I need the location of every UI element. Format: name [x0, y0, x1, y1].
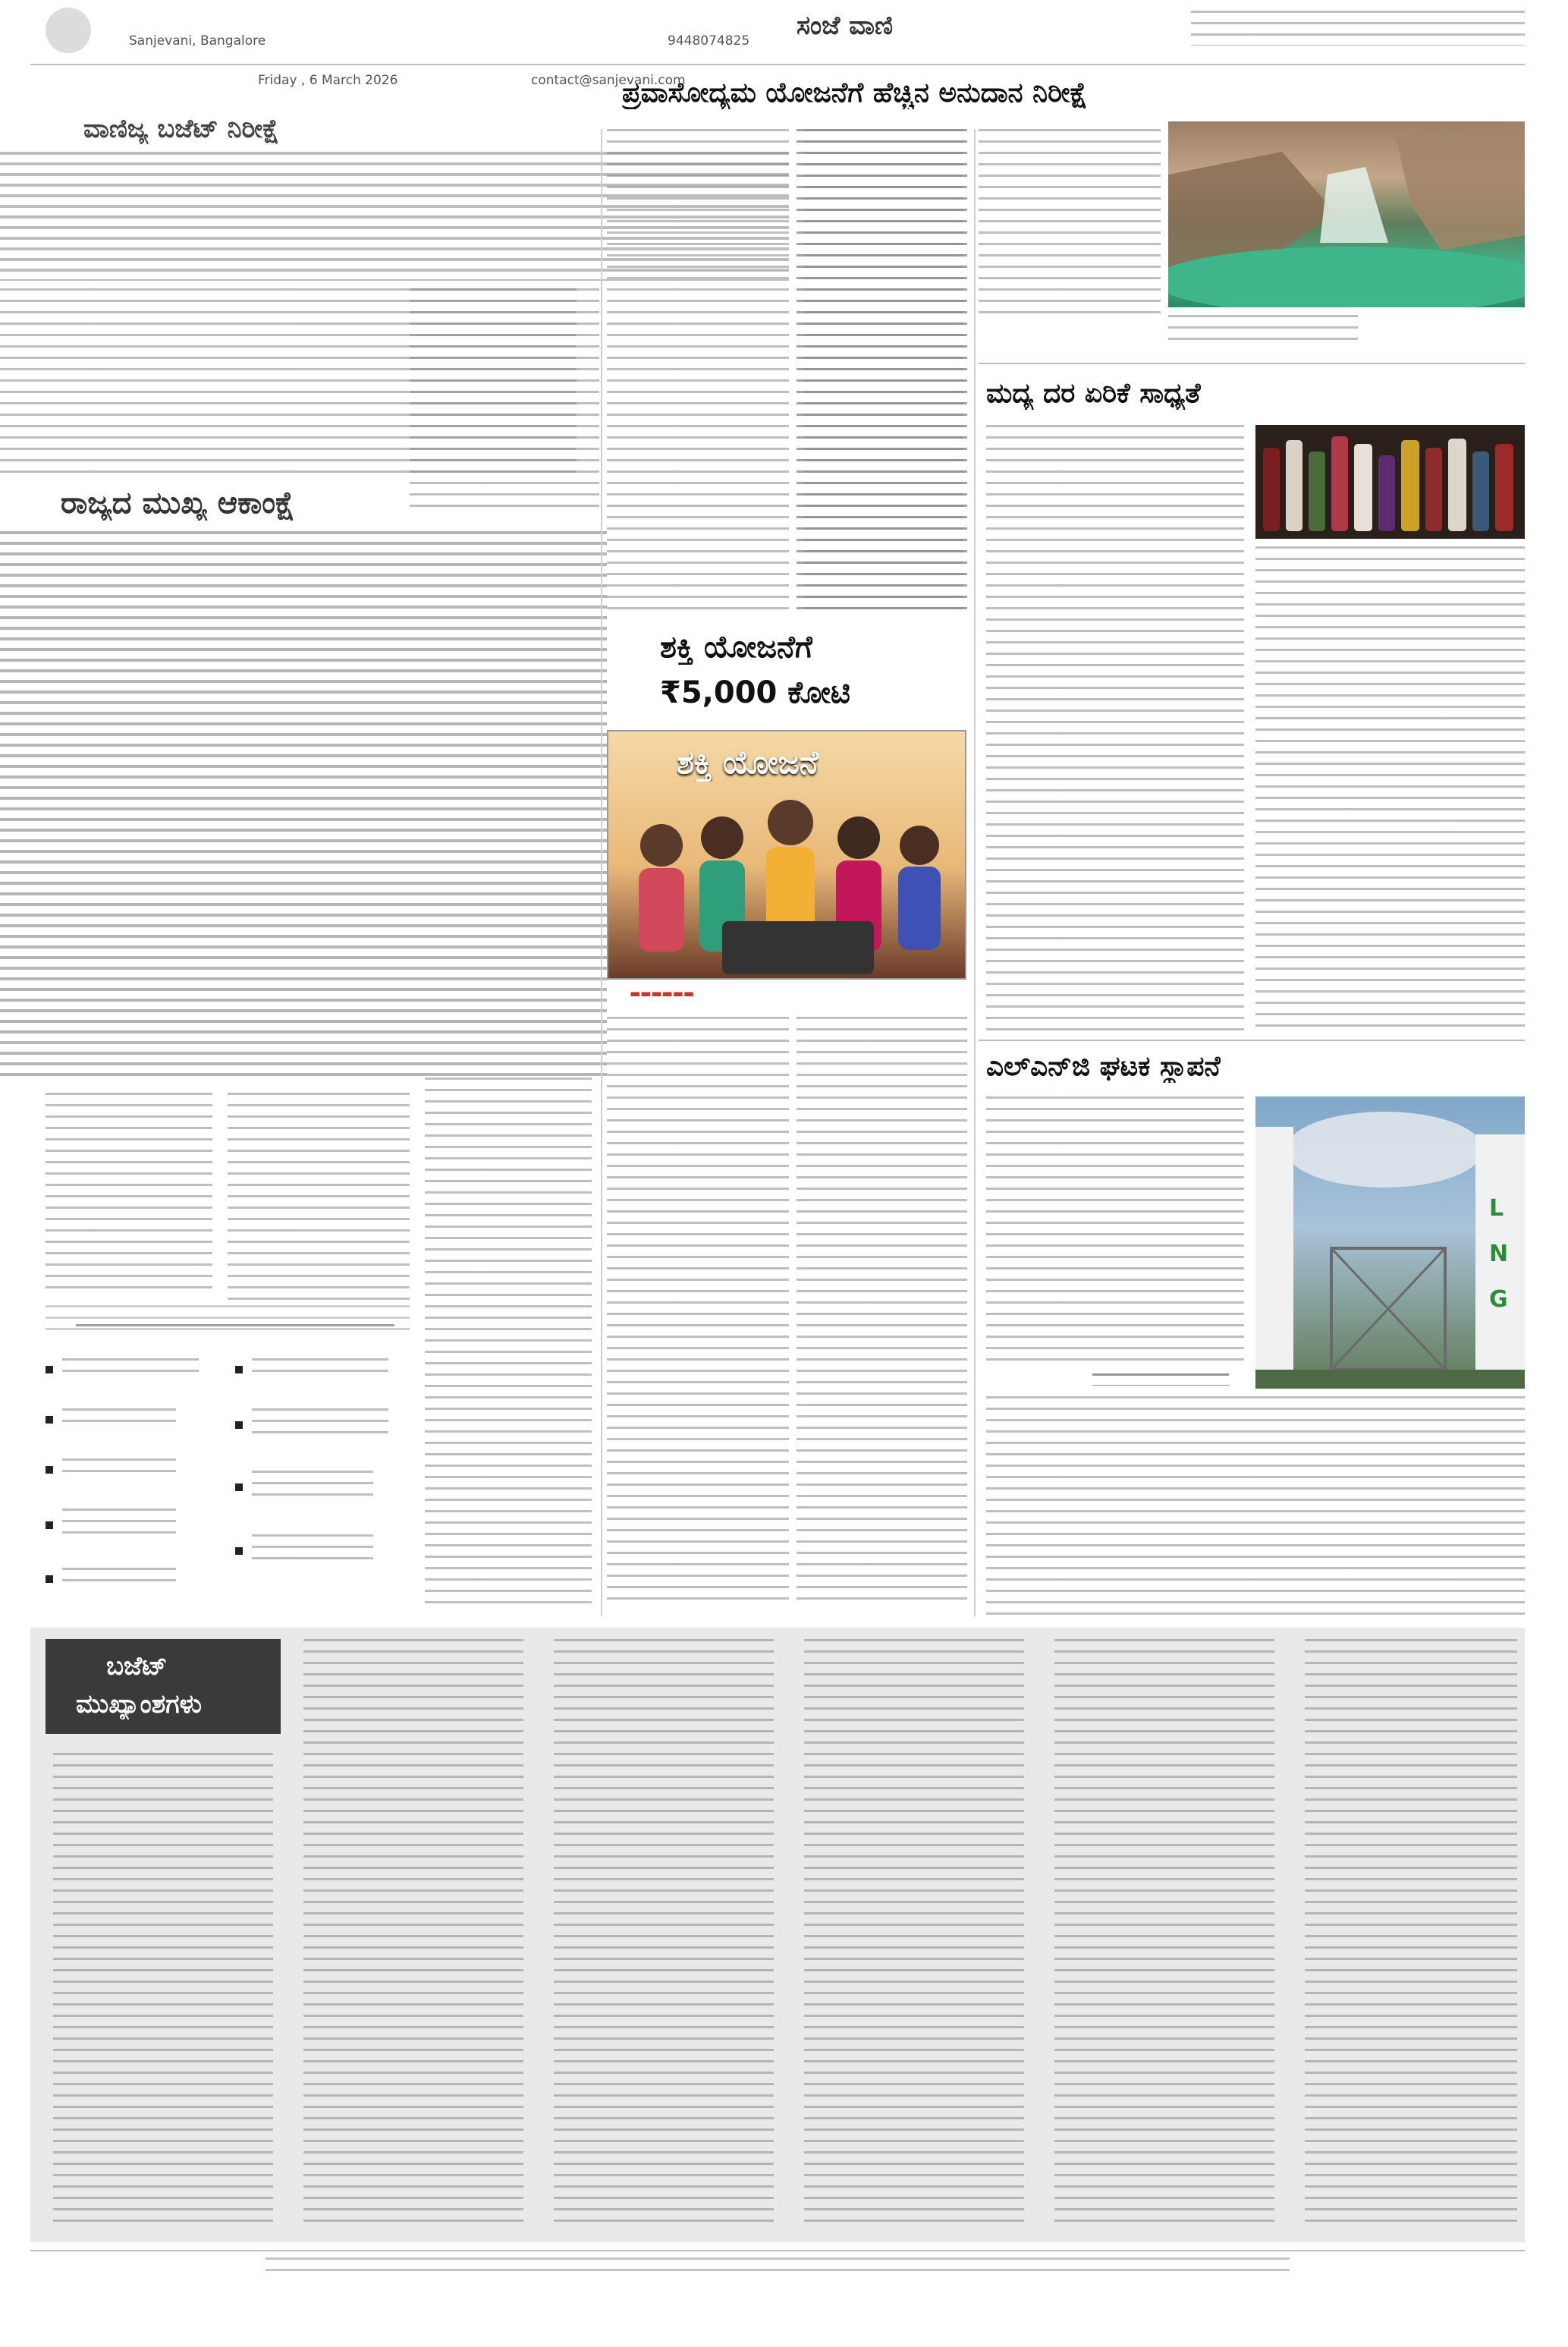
bullet-item — [235, 1534, 373, 1568]
top-right-col-1 — [804, 129, 963, 615]
lng-col-2 — [986, 1396, 1525, 1616]
bullet-item — [46, 1358, 199, 1381]
tank-letter-n: N — [1489, 1241, 1509, 1267]
tank-letter-l: L — [1489, 1195, 1504, 1222]
person-head — [701, 816, 743, 859]
budget-highlights-title-line1: ಬಜೆಟ್ — [106, 1651, 168, 1682]
ground — [1255, 1370, 1525, 1389]
bottom-col-3 — [554, 1639, 774, 2223]
river-water — [1168, 247, 1525, 307]
bottom-col-2 — [303, 1639, 523, 2223]
bottle — [1309, 451, 1325, 531]
river-photo-caption — [1168, 315, 1358, 341]
lng-tanks-illustration — [1255, 1096, 1525, 1389]
bottle — [1263, 448, 1280, 531]
masthead-logo: ಸಂಜೆ ವಾಣಿ — [797, 11, 894, 41]
bus-front — [722, 921, 874, 974]
lng-headline: ಎಲ್‌ಎನ್‌ಜಿ ಘಟಕ ಸ್ಥಾಪನೆ — [986, 1051, 1221, 1082]
bottle — [1286, 440, 1302, 531]
person-body — [898, 867, 941, 950]
bullet-list-heading — [76, 1324, 394, 1335]
person-head — [900, 826, 939, 865]
tank-letter-g: G — [1489, 1286, 1508, 1313]
liquor-top-rule — [979, 363, 1525, 364]
masthead-right-info — [1191, 11, 1525, 46]
scheme-headline-line1: ಶಕ್ತಿ ಯೋಜನೆಗೆ — [660, 630, 813, 665]
center-divider — [601, 129, 602, 1616]
left-col-2 — [228, 1093, 410, 1305]
bottle — [1378, 455, 1395, 531]
bottle — [1495, 444, 1513, 531]
left-col-1 — [46, 1093, 212, 1290]
top-right-headline: ಪ್ರವಾಸೋದ್ಯಮ ಯೋಜನೆಗೆ ಹೆಚ್ಚಿನ ಅನುದಾನ ನಿರೀಕ್ಷೆ — [622, 77, 1088, 109]
left-col-3 — [425, 1078, 592, 1609]
liquor-bottles-photo — [1255, 425, 1525, 539]
bottle — [1425, 448, 1442, 531]
masthead — [0, 0, 1568, 88]
bottle — [1472, 451, 1489, 531]
main-story-body-3 — [410, 288, 599, 516]
person-head — [640, 824, 683, 867]
scheme-headline-line2: ₹5,000 ಕೋಟಿ — [660, 675, 851, 710]
main-story-subheading: ರಾಜ್ಯದ ಮುಖ್ಯ ಆಕಾಂಕ್ಷೆ — [61, 486, 295, 521]
bullet-item — [46, 1458, 176, 1481]
top-right-col-2 — [979, 129, 1161, 319]
footer-rule — [30, 2250, 1525, 2251]
bullet-item — [235, 1408, 388, 1442]
footer-imprint — [266, 2257, 1290, 2280]
lng-tank — [1255, 1127, 1293, 1377]
liquor-headline: ಮದ್ಯ ದರ ಏರಿಕೆ ಸಾಧ್ಯತೆ — [986, 378, 1201, 409]
bullet-list — [46, 1358, 417, 1624]
masthead-phone: 9448074825 — [668, 33, 750, 49]
masthead-date: Friday , 6 March 2026 — [258, 73, 398, 88]
center-col-bottom-1 — [607, 1017, 789, 1609]
main-story-kicker: ವಾಣಿಜ್ಯ ಬಜೆಟ್ ನಿರೀಕ್ಷೆ — [83, 114, 280, 144]
waterfall — [1320, 167, 1388, 243]
women-group-illustration — [608, 731, 965, 978]
person-body — [639, 868, 684, 952]
bottom-col-5 — [1054, 1639, 1274, 2223]
liquor-col-1 — [986, 425, 1244, 1032]
masthead-emblem — [46, 8, 91, 53]
masthead-email: contact@sanjevani.com — [531, 73, 686, 88]
river-gorge-photo — [1168, 121, 1525, 307]
bottom-col-6 — [1305, 1639, 1517, 2223]
budget-highlights-title-line2: ಮುಖ್ಯಾಂಶಗಳು — [76, 1689, 202, 1719]
bullet-item — [46, 1568, 176, 1590]
bullet-item — [46, 1509, 176, 1542]
budget-highlights-title-box — [46, 1639, 281, 1734]
scheme-promo-credit: ▬▬▬▬▬▬ — [630, 986, 695, 1000]
bullet-item — [235, 1471, 373, 1504]
lng-top-rule — [979, 1040, 1525, 1041]
bottle — [1448, 439, 1466, 531]
right-divider — [974, 129, 976, 1616]
bottom-col-1 — [53, 1753, 273, 2223]
bottle — [1354, 444, 1372, 531]
lng-col-1 — [986, 1096, 1244, 1362]
liquor-col-2 — [1255, 546, 1525, 1032]
main-story-body-2 — [0, 531, 607, 1078]
center-col-top — [607, 129, 789, 615]
bullet-item — [46, 1408, 176, 1431]
bottle — [1331, 436, 1348, 531]
lng-plant-photo — [1255, 1096, 1525, 1389]
scheme-promo-image — [607, 730, 966, 980]
person-head — [837, 816, 880, 859]
bullet-item — [235, 1358, 388, 1381]
center-col-bottom-2 — [797, 1017, 967, 1609]
rock-right — [1396, 121, 1525, 250]
cloud — [1286, 1112, 1483, 1188]
scheme-promo-title: ಶಕ್ತಿ ಯೋಜನೆ — [677, 744, 819, 781]
masthead-address: Sanjevani, Bangalore — [129, 33, 266, 49]
bottle — [1401, 440, 1419, 531]
bottles-illustration — [1255, 425, 1525, 539]
masthead-rule — [30, 64, 1525, 65]
river-scene — [1168, 121, 1525, 307]
lng-photo-caption — [1092, 1373, 1229, 1386]
person-head — [768, 800, 813, 845]
bottom-col-4 — [804, 1639, 1024, 2223]
